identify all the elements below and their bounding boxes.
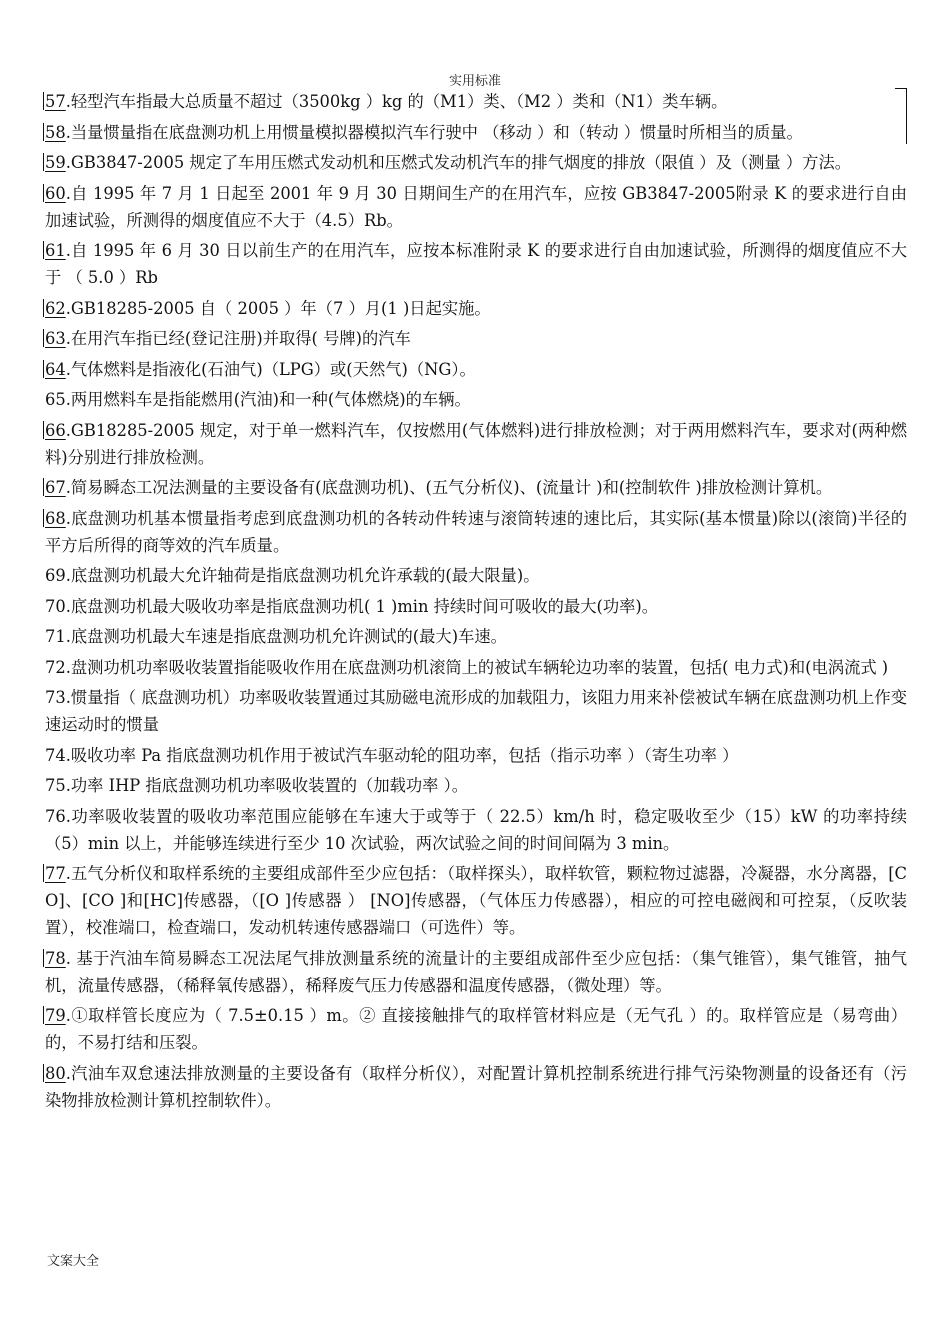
question-item [45,386,907,413]
question-text: .汽油车双怠速法排放测量的主要设备有（取样分析仪），对配置计算机控制系统进行排气污染物测量的设备还有（污染物排放检测计算机控制软件）。 [45,1063,907,1110]
question-item [45,88,907,115]
question-item [45,474,907,501]
question-item [45,417,907,471]
question-number: 70 [45,596,66,616]
question-number: 68 [45,508,66,528]
question-text: .惯量指（ 底盘测功机）功率吸收装置通过其励磁电流形成的加载阻力，该阻力用来补偿被试车辆在底盘测功机上作变速运动时的惯量 [45,688,907,734]
question-item [45,505,907,559]
question-text: .自 1995 年 7 月 1 日起至 2001 年 9 月 30 日期间生产的在用汽车，应按 GB3847-2005附录 K 的要求进行自由加速试验，所测得的烟度值应不大于（4.5）Rb。 [45,183,907,230]
question-number: 74 [45,745,66,765]
question-text: .轻型汽车指最大总质量不超过（3500kg ）kg 的（M1）类、（M2 ）类和（N1）类车辆。 [65,92,728,111]
question-item [45,1002,907,1056]
question-number: 58 [45,122,66,142]
question-item [45,119,907,146]
question-text: . 基于汽油车简易瞬态工况法尾气排放测量系统的流量计的主要组成部件至少应包括：（集气锥管），集气锥管，抽气机，流量传感器，（稀释氧传感器），稀释废气压力传感器和温度传感器，（微处理）等。 [45,948,907,995]
question-list [45,88,907,1117]
question-item [45,860,907,941]
question-number: 71 [45,627,66,646]
question-number: 60 [45,183,66,203]
question-number: 59 [45,153,66,172]
question-item [45,325,907,352]
question-number: 63 [45,329,66,348]
question-number: 66 [45,420,66,440]
question-item [45,237,907,291]
page-header: 实用标准 [448,74,501,89]
question-text: .GB18285-2005 自（ 2005 ）年（7 ）月(1 )日起实施。 [65,298,491,318]
question-item [45,356,907,383]
question-text: .底盘测功机最大车速是指底盘测功机允许测试的(最大)车速。 [65,627,507,646]
question-text: .简易瞬态工况法测量的主要设备有(底盘测功机)、(五气分析仪)、(流量计 )和(控制软件 )排放检测计算机。 [65,478,833,497]
question-text: .吸收功率 Pa 指底盘测功机作用于被试汽车驱动轮的阻功率，包括（指示功率 ）（寄生功率 ） [65,745,739,765]
question-item [45,593,907,620]
question-text: .当量惯量指在底盘测功机上用惯量模拟器模拟汽车行驶中 （移动 ）和（转动 ）惯量时所相当的质量。 [65,122,803,142]
question-number: 80 [45,1063,66,1083]
question-text: .底盘测功机最大吸收功率是指底盘测功机( 1 )min 持续时间可吸收的最大(功率)。 [65,596,659,616]
question-number: 78 [45,948,66,968]
question-item [45,945,907,999]
question-text: .功率吸收装置的吸收功率范围应能够在车速大于或等于（ 22.5）km/h 时，稳定吸收至少（15）kW 的功率持续（5）min 以上，并能够连续进行至少 10 次试验，两次试验之间的时间间隔为 3 min。 [45,806,907,853]
question-text: .五气分析仪和取样系统的主要组成部件至少应包括：（取样探头），取样软管，颗粒物过滤器，冷凝器，水分离器，[CO]、[CO ]和[HC]传感器，（[O ]传感器 ） [NO]传感器，（气体压力传感器），相应的可控电磁阀和可控泵，（反吹装置），校准端口，检查端口，发动机转速传感器端口（可选件）等。 [45,864,907,937]
question-item [45,803,907,857]
question-item [45,1060,907,1114]
question-number: 76 [45,806,66,826]
question-text: .盘测功机功率吸收装置指能吸收作用在底盘测功机滚筒上的被试车辆轮边功率的装置，包括( 电力式)和(电涡流式 ) [65,657,889,677]
question-number: 57 [45,92,66,111]
question-text: .GB3847-2005 规定了车用压燃式发动机和压燃式发动机汽车的排气烟度的排放（限值 ）及（测量 ）方法。 [65,153,852,172]
question-item [45,654,907,681]
question-text: .GB18285-2005 规定，对于单一燃料汽车，仅按燃用(气体燃料)进行排放检测；对于两用燃料汽车，要求对(两种燃料)分别进行排放检测。 [45,420,907,467]
page-footer: 文案大全 [47,1254,100,1269]
question-number: 62 [45,298,66,318]
question-number: 67 [45,478,66,497]
question-text: .在用汽车指已经(登记注册)并取得( 号牌)的汽车 [65,329,411,348]
question-number: 77 [45,864,66,883]
question-text: .自 1995 年 6 月 30 日以前生产的在用汽车，应按本标准附录 K 的要求进行自由加速试验，所测得的烟度值应不大于 （ 5.0 ）Rb [45,241,907,287]
question-text: .两用燃料车是指能燃用(汽油)和一种(气体燃烧)的车辆。 [65,390,471,409]
question-number: 72 [45,657,66,677]
question-number: 65 [45,390,66,409]
question-item [45,180,907,234]
question-item [45,772,907,799]
question-text: .底盘测功机基本惯量指考虑到底盘测功机的各转动件转速与滚筒转速的速比后，其实际(基本惯量)除以(滚筒)半径的平方后所得的商等效的汽车质量。 [45,508,907,555]
question-number: 79 [45,1006,66,1025]
question-text: .①取样管长度应为（ 7.5±0.15 ）m。② 直接接触排气的取样管材料应是（无气孔 ）的。取样管应是（易弯曲）的，不易打结和压裂。 [45,1006,907,1052]
question-item [45,742,907,769]
question-item [45,684,907,738]
question-number: 69 [45,566,66,585]
question-number: 64 [45,359,66,379]
question-item [45,295,907,322]
question-item [45,562,907,589]
question-number: 75 [45,776,66,795]
question-text: .气体燃料是指液化(石油气)（LPG）或(天然气)（NG）。 [65,359,476,379]
question-number: 73 [45,688,66,707]
question-text: .底盘测功机最大允许轴荷是指底盘测功机允许承载的(最大限量)。 [65,566,540,585]
question-item [45,149,907,176]
question-text: .功率 IHP 指底盘测功机功率吸收装置的（加载功率 ）。 [65,776,469,795]
question-item [45,623,907,650]
question-number: 61 [45,241,66,260]
